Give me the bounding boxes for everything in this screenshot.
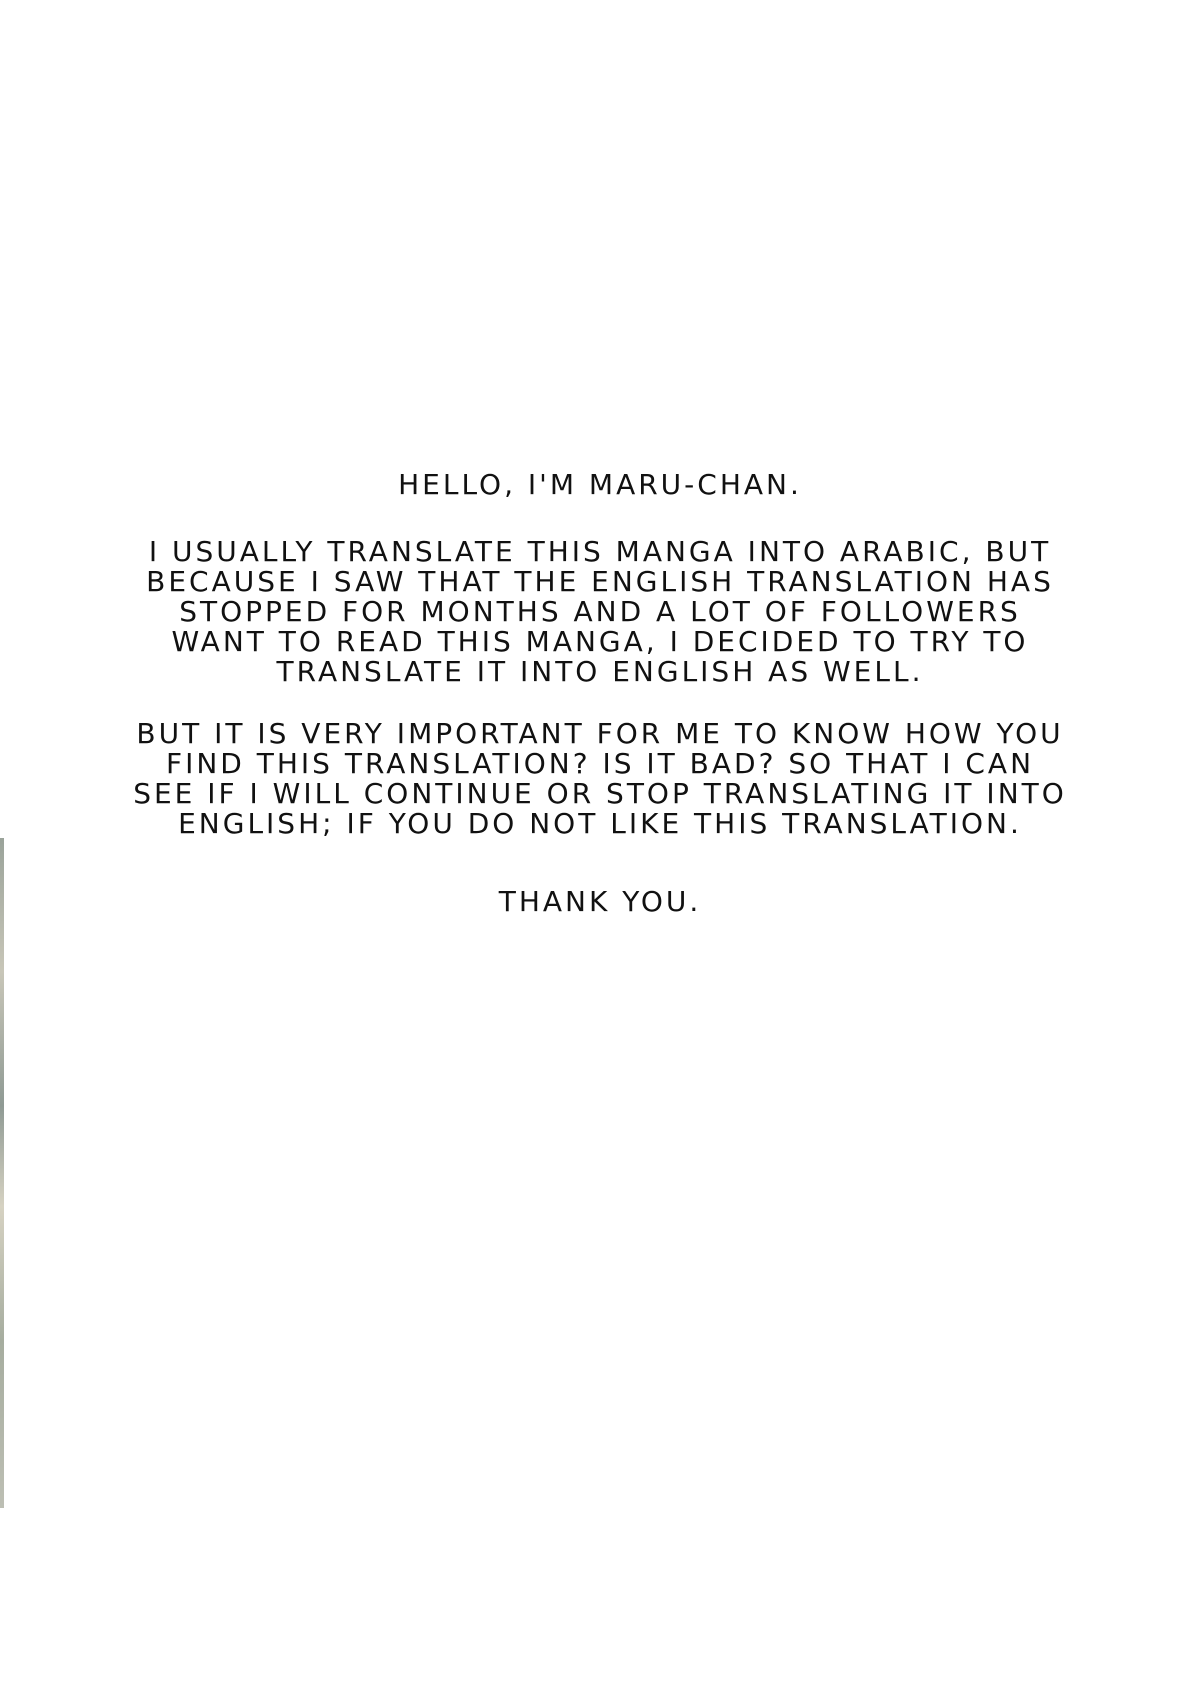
- paragraph2-line: FIND THIS TRANSLATION? IS IT BAD? SO THAT I CAN: [165, 747, 1035, 780]
- paragraph1-line: TRANSLATE IT INTO ENGLISH AS WELL.: [276, 655, 924, 688]
- paragraph2-line: ENGLISH; IF YOU DO NOT LIKE THIS TRANSLATION.: [178, 807, 1022, 840]
- closing-line: THANK YOU.: [498, 885, 702, 918]
- paragraph1-line: BECAUSE I SAW THAT THE ENGLISH TRANSLATION HAS: [146, 565, 1054, 598]
- greeting-line: HELLO, I'M MARU-CHAN.: [398, 468, 802, 501]
- paragraph1-line: WANT TO READ THIS MANGA, I DECIDED TO TRY TO: [171, 625, 1029, 658]
- paragraph-feedback-request: [60, 719, 1140, 839]
- paragraph1-line: I USUALLY TRANSLATE THIS MANGA INTO ARABIC, BUT: [148, 535, 1052, 568]
- paragraph2-line: BUT IT IS VERY IMPORTANT FOR ME TO KNOW HOW YOU: [136, 717, 1064, 750]
- paragraph1-line: STOPPED FOR MONTHS AND A LOT OF FOLLOWERS: [179, 595, 1021, 628]
- paragraph2-line: SEE IF I WILL CONTINUE OR STOP TRANSLATING IT INTO: [133, 777, 1067, 810]
- previous-page-edge-strip: [0, 838, 4, 1508]
- paragraph-translation-reason: [60, 537, 1140, 687]
- translator-note: [60, 470, 1140, 917]
